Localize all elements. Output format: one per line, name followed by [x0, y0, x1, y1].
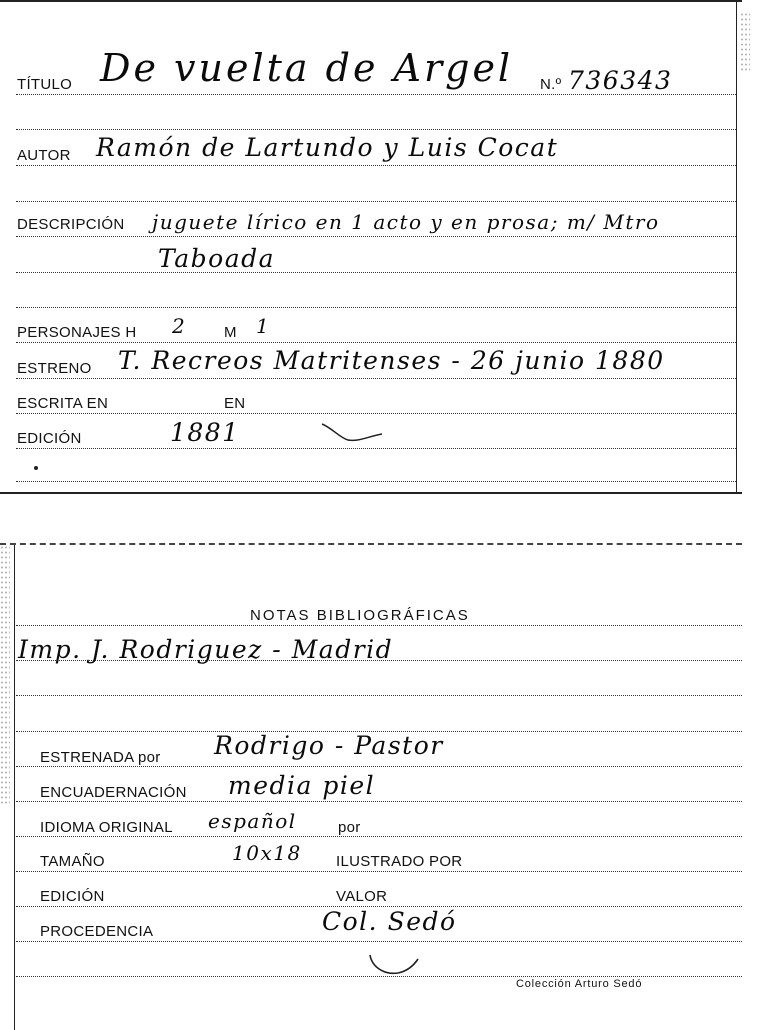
pen-scribble — [364, 949, 424, 979]
autor-value: Ramón de Lartundo y Luis Cocat — [96, 133, 559, 162]
tamano-label: TAMAÑO — [40, 853, 105, 870]
ilustrado-label: ILUSTRADO POR — [336, 853, 463, 870]
rule-line — [16, 448, 736, 449]
idioma-por-label: por — [338, 819, 361, 836]
personajes-m-value: 1 — [256, 314, 271, 338]
edicion-back-label: EDICIÓN — [40, 888, 105, 905]
autor-label: AUTOR — [17, 147, 71, 164]
rule-line — [16, 378, 736, 379]
rule-line — [16, 836, 742, 837]
encuadernacion-label: ENCUADERNACIÓN — [40, 784, 187, 801]
collection-credit: Colección Arturo Sedó — [516, 978, 643, 990]
edicion-label: EDICIÓN — [17, 430, 82, 447]
encuadernacion-value: media piel — [228, 771, 376, 800]
rule-line — [16, 236, 736, 237]
idioma-value: español — [208, 809, 297, 833]
rule-line — [16, 801, 742, 802]
tamano-value: 10x18 — [232, 841, 302, 865]
paper-speckle — [740, 12, 750, 72]
rule-line — [16, 625, 742, 626]
card-left-edge — [14, 545, 15, 1030]
rule-line — [16, 165, 736, 166]
rule-line — [16, 201, 736, 202]
rule-line — [16, 941, 742, 942]
escrita-en-en-label: EN — [224, 395, 246, 412]
descripcion-value-line1: juguete lírico en 1 acto y en prosa; m/ Mtro — [152, 210, 660, 234]
personajes-label: PERSONAJES H — [17, 324, 137, 341]
notas-note: Imp. J. Rodriguez - Madrid — [18, 635, 394, 664]
card-right-edge — [736, 2, 737, 492]
rule-line — [16, 307, 736, 308]
ink-dot — [32, 464, 40, 472]
estrenada-value: Rodrigo - Pastor — [214, 731, 444, 760]
rule-line — [16, 129, 736, 130]
rule-line — [16, 766, 742, 767]
catalog-card-back — [0, 543, 742, 1030]
escrita-en-label: ESCRITA EN — [17, 395, 109, 412]
estrenada-label: ESTRENADA por — [40, 749, 161, 766]
numero-label: N.º — [540, 76, 562, 93]
idioma-label: IDIOMA ORIGINAL — [40, 819, 173, 836]
edicion-value: 1881 — [170, 418, 240, 447]
rule-line — [16, 413, 736, 414]
rule-line — [16, 695, 742, 696]
valor-label: VALOR — [336, 888, 388, 905]
rule-line — [16, 481, 736, 482]
descripcion-value-line2: Taboada — [158, 244, 276, 273]
catalog-card-front — [0, 0, 742, 494]
personajes-h-value: 2 — [172, 314, 187, 338]
procedencia-label: PROCEDENCIA — [40, 923, 154, 940]
titulo-value: De vuelta de Argel — [100, 46, 514, 90]
estreno-label: ESTRENO — [17, 360, 92, 377]
rule-line — [16, 342, 736, 343]
pen-scribble — [318, 420, 388, 448]
rule-line — [16, 871, 742, 872]
procedencia-value: Col. Sedó — [322, 907, 457, 936]
paper-speckle — [0, 545, 10, 805]
estreno-value: T. Recreos Matritenses - 26 junio 1880 — [118, 346, 665, 375]
descripcion-label: DESCRIPCIÓN — [17, 216, 125, 233]
personajes-m-label: M — [224, 324, 237, 341]
numero-value: 736343 — [568, 66, 673, 95]
titulo-label: TÍTULO — [17, 76, 73, 93]
rule-line — [16, 272, 736, 273]
notas-heading: NOTAS BIBLIOGRÁFICAS — [250, 607, 470, 624]
